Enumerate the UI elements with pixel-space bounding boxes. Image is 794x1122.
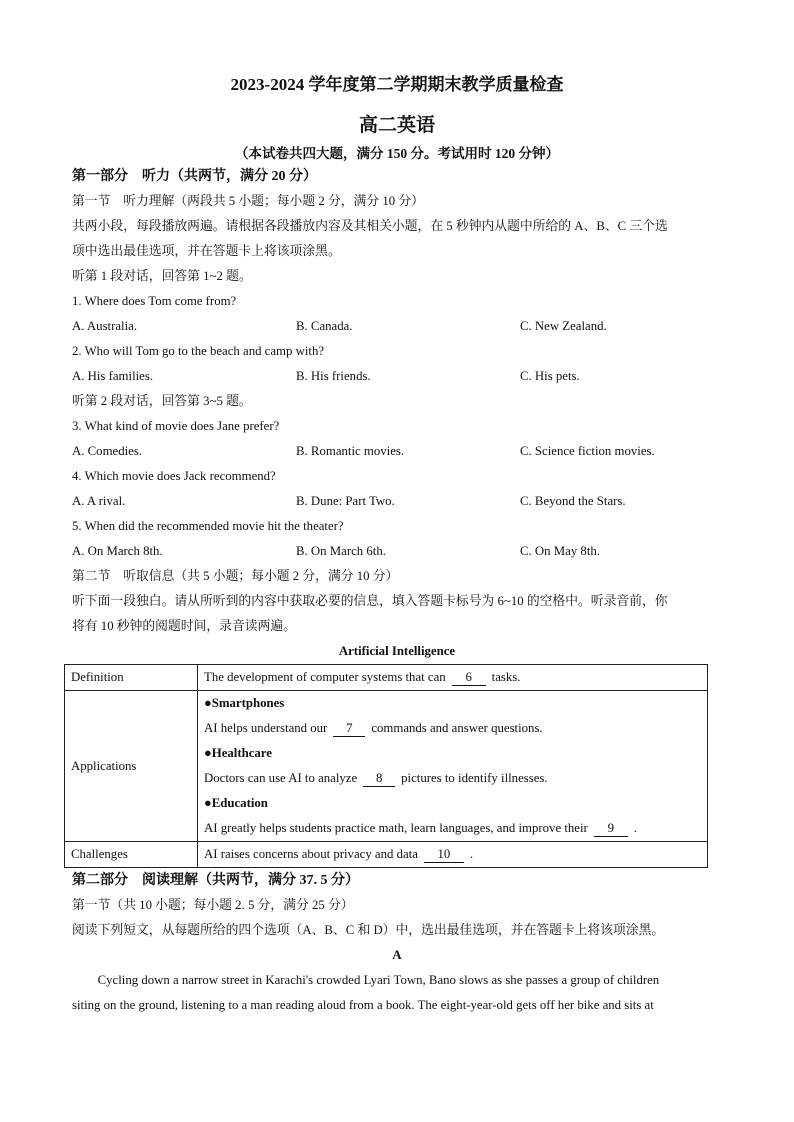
question-1-options bbox=[72, 314, 722, 339]
bullet-icon: ● bbox=[204, 696, 212, 710]
option-c: C. On May 8th. bbox=[520, 544, 600, 558]
blank-7: 7 bbox=[333, 720, 365, 737]
question-2: 2. Who will Tom go to the beach and camp with? bbox=[72, 344, 325, 358]
smartphones-text-post: commands and answer questions. bbox=[371, 721, 543, 735]
option-c: C. Science fiction movies. bbox=[520, 444, 655, 458]
blank-6: 6 bbox=[452, 669, 486, 686]
question-5: 5. When did the recommended movie hit the theater? bbox=[72, 519, 344, 533]
option-b: B. His friends. bbox=[296, 369, 371, 383]
smartphones-text-pre: AI helps understand our bbox=[204, 721, 328, 735]
option-b: B. Canada. bbox=[296, 319, 353, 333]
option-a: A. Comedies. bbox=[72, 444, 143, 458]
passage-line-1: Cycling down a narrow street in Karachi's crowded Lyari Town, Bano slows as she passes a group of children bbox=[97, 973, 660, 987]
question-3-options bbox=[72, 439, 722, 464]
challenges-label: Challenges bbox=[65, 842, 198, 868]
bullet-icon: ● bbox=[204, 796, 212, 810]
blank-8: 8 bbox=[363, 770, 395, 787]
education-title: Education bbox=[211, 796, 268, 810]
option-a: A. Australia. bbox=[72, 319, 138, 333]
part1-section2-line2: 将有 10 秒钟的阅题时间，录音读两遍。 bbox=[72, 619, 296, 633]
question-4-options bbox=[72, 489, 722, 514]
table-caption: Artificial Intelligence bbox=[338, 644, 456, 658]
smartphones-title: Smartphones bbox=[211, 696, 285, 710]
challenges-text-pre: AI raises concerns about privacy and data bbox=[204, 847, 418, 861]
exam-page bbox=[72, 64, 722, 1018]
table-row-challenges bbox=[65, 842, 708, 868]
blank-10: 10 bbox=[424, 846, 464, 863]
part1-section2-heading: 第二节 听取信息（共 5 小题；每小题 2 分，满分 10 分） bbox=[72, 569, 399, 583]
applications-label: Applications bbox=[65, 691, 198, 842]
table-row-definition bbox=[65, 665, 708, 691]
definition-label: Definition bbox=[65, 665, 198, 691]
education-text-post: . bbox=[633, 821, 637, 835]
dialog2-intro: 听第 2 段对话，回答第 3~5 题。 bbox=[72, 394, 252, 408]
healthcare-title: Healthcare bbox=[211, 746, 272, 760]
blank-9: 9 bbox=[594, 820, 628, 837]
ai-table bbox=[64, 664, 708, 868]
exam-note: （本试卷共四大题，满分 150 分。考试用时 120 分钟） bbox=[235, 146, 559, 161]
question-2-options bbox=[72, 364, 722, 389]
definition-text-pre: The development of computer systems that can bbox=[204, 670, 446, 684]
part1-section2-line1: 听下面一段独白。请从所听到的内容中获取必要的信息，填入答题卡标号为 6~10 的空格中。听录音前，你 bbox=[72, 594, 668, 608]
healthcare-text-post: pictures to identify illnesses. bbox=[401, 771, 548, 785]
option-c: C. New Zealand. bbox=[520, 319, 607, 333]
table-row-applications bbox=[65, 691, 708, 842]
part1-instructions-line2: 项中选出最佳选项，并在答题卡上将该项涂黑。 bbox=[72, 244, 341, 258]
option-c: C. His pets. bbox=[520, 369, 580, 383]
question-5-options bbox=[72, 539, 722, 564]
question-4: 4. Which movie does Jack recommend? bbox=[72, 469, 276, 483]
definition-text-post: tasks. bbox=[491, 670, 521, 684]
part1-section1-heading: 第一节 听力理解（两段共 5 小题；每小题 2 分，满分 10 分） bbox=[72, 194, 424, 208]
question-3: 3. What kind of movie does Jane prefer? bbox=[72, 419, 280, 433]
part2-section1-heading: 第一节（共 10 小题；每小题 2. 5 分，满分 25 分） bbox=[72, 898, 354, 912]
passage-letter: A bbox=[392, 948, 402, 962]
part2-instructions: 阅读下列短文，从每题所给的四个选项（A、B、C 和 D）中，选出最佳选项，并在答题卡上将该项涂黑。 bbox=[72, 923, 665, 937]
education-text-pre: AI greatly helps students practice math, learn languages, and improve their bbox=[204, 821, 588, 835]
bullet-icon: ● bbox=[204, 746, 212, 760]
exam-title: 2023-2024 学年度第二学期期末教学质量检查 bbox=[230, 75, 564, 94]
option-b: B. On March 6th. bbox=[296, 544, 386, 558]
option-a: A. His families. bbox=[72, 369, 154, 383]
part2-heading: 第二部分 阅读理解（共两节，满分 37. 5 分） bbox=[72, 873, 359, 888]
healthcare-text-pre: Doctors can use AI to analyze bbox=[204, 771, 358, 785]
challenges-cell bbox=[198, 842, 708, 868]
part1-instructions-line1: 共两小段，每段播放两遍。请根据各段播放内容及其相关小题，在 5 秒钟内从题中所给的 A、B、C 三个选 bbox=[72, 219, 668, 233]
option-b: B. Romantic movies. bbox=[296, 444, 405, 458]
challenges-text-post: . bbox=[469, 847, 474, 861]
exam-subject: 高二英语 bbox=[358, 115, 435, 136]
option-a: A. On March 8th. bbox=[72, 544, 163, 558]
question-1: 1. Where does Tom come from? bbox=[72, 294, 237, 308]
option-a: A. A rival. bbox=[72, 494, 126, 508]
option-c: C. Beyond the Stars. bbox=[520, 494, 626, 508]
applications-cell bbox=[198, 691, 708, 842]
definition-cell bbox=[198, 665, 708, 691]
option-b: B. Dune: Part Two. bbox=[296, 494, 395, 508]
passage-line-2: siting on the ground, listening to a man reading aloud from a book. The eight-year-old gets off her bike and sits at bbox=[72, 998, 654, 1012]
dialog1-intro: 听第 1 段对话，回答第 1~2 题。 bbox=[72, 269, 252, 283]
part1-heading: 第一部分 听力（共两节，满分 20 分） bbox=[72, 169, 317, 184]
